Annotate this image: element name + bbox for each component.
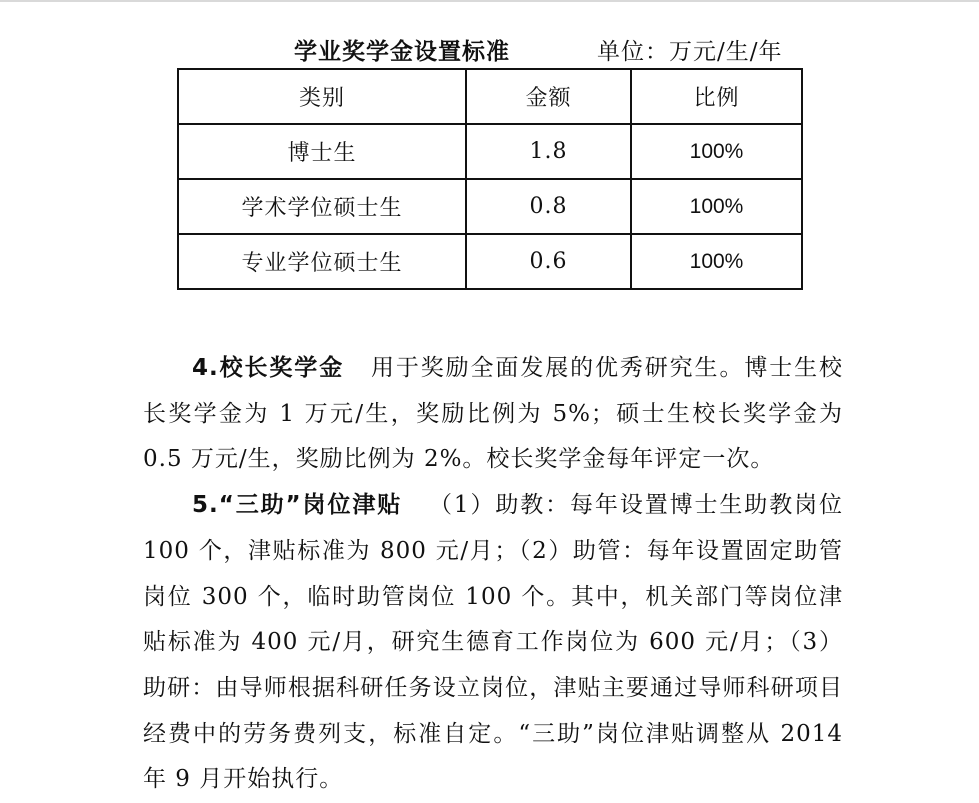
cell-amount: 0.8	[466, 179, 631, 234]
table-header-row	[178, 69, 802, 124]
header-amount: 金额	[466, 69, 631, 124]
cell-category: 专业学位硕士生	[178, 234, 466, 289]
section-heading: 4.校长奖学金	[192, 355, 345, 381]
cell-amount: 0.6	[466, 234, 631, 289]
section-text: 用于奖励全面发展的优秀研究生。博士生校长奖学金为 1 万元/生，奖励比例为 5%；硕士生校长奖学金为 0.5 万元/生，奖励比例为 2%。校长奖学金每年评定一次。	[143, 355, 844, 473]
table-title: 学业奖学金设置标准	[294, 39, 510, 65]
table-row	[178, 124, 802, 179]
scholarship-standards-table	[177, 68, 803, 290]
section-assistantship-allowance	[143, 483, 843, 803]
cell-amount: 1.8	[466, 124, 631, 179]
table-row	[178, 179, 802, 234]
section-presidents-scholarship	[143, 346, 843, 483]
cell-ratio: 100%	[631, 179, 802, 234]
body-text	[143, 346, 843, 803]
cell-category: 学术学位硕士生	[178, 179, 466, 234]
cell-ratio: 100%	[631, 124, 802, 179]
section-text: （1）助教：每年设置博士生助教岗位 100 个，津贴标准为 800 元/月；（2）助管：每年设置固定助管岗位 300 个，临时助管岗位 100 个。其中，机关部门等岗位津贴标准为 400 元/月，研究生德育工作岗位为 600 元/月；（3）助研：由导师根据科研任务设立岗位，津贴主要通过导师科研项目经费中的劳务费列支，标准自定。“三助”岗位津贴调整从 2014 年 9 月开始执行。	[143, 492, 843, 793]
cell-ratio: 100%	[631, 234, 802, 289]
cell-category: 博士生	[178, 124, 466, 179]
section-heading: 5.“三助”岗位津贴	[192, 492, 403, 519]
header-ratio: 比例	[631, 69, 802, 124]
page-top-rule	[0, 0, 979, 2]
table-unit-note: 单位：万元/生/年	[597, 39, 783, 65]
header-category: 类别	[178, 69, 466, 124]
table-caption	[0, 31, 979, 67]
table-row	[178, 234, 802, 289]
